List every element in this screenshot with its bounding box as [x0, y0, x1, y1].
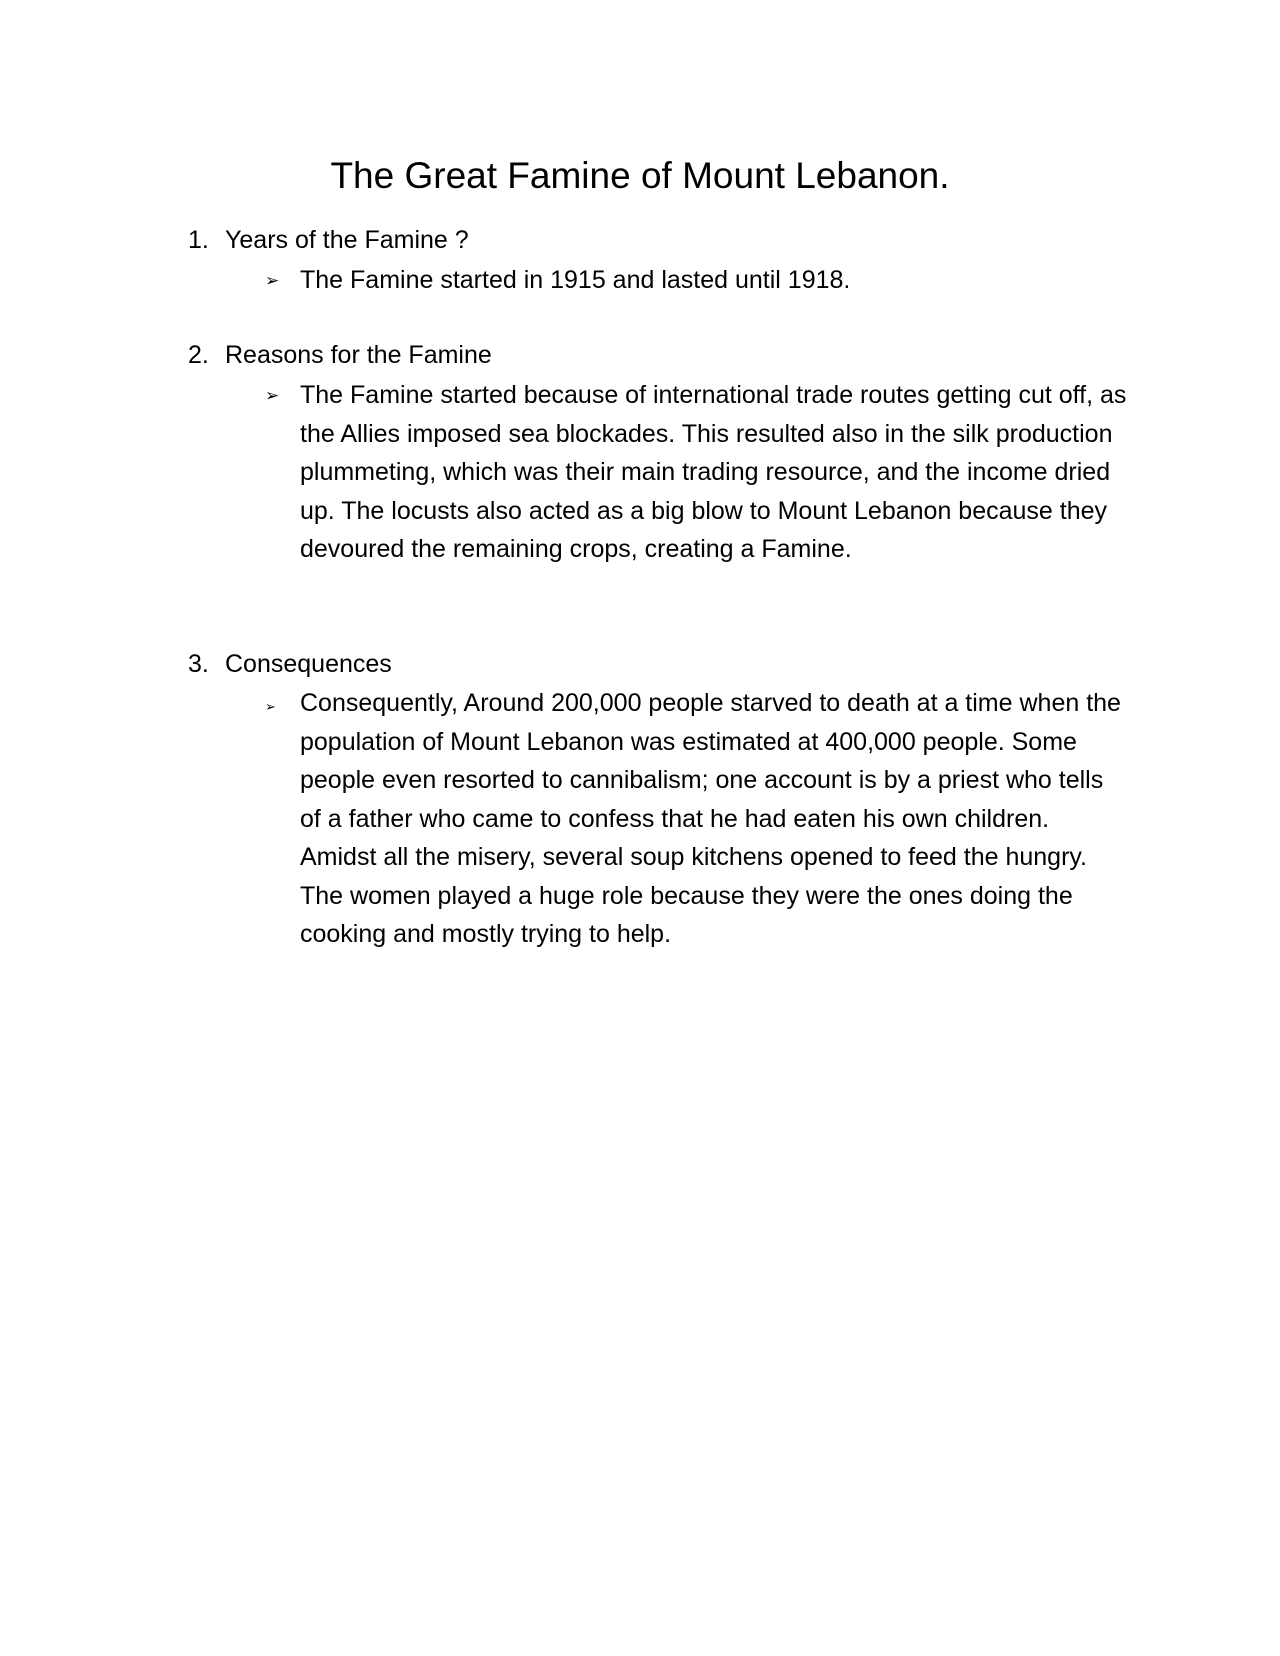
heading-label: Years of the Famine ?	[225, 226, 469, 254]
list-number: 1.	[188, 226, 209, 254]
list-item-text: Consequently, Around 200,000 people starved to death at a time when the population of Mount Lebanon was estimated at 400,000 people. Some people even resorted to cannibalism; one account is by a priest who tells of a father who came to confess that he had eaten his own children. Amidst all the misery, several soup kitchens opened to feed the hungry. The women played a huge role because they were the ones doing the cooking and mostly trying to help.	[300, 689, 1121, 948]
list-item-text: The Famine started because of international trade routes getting cut off, as the Allies imposed sea blockades. This resulted also in the silk production plummeting, which was their main trading resource, and the income dried up. The locusts also acted as a big blow to Mount Lebanon because they devoured the remaining crops, creating a Famine.	[300, 381, 1127, 563]
list-heading-consequences	[188, 647, 392, 681]
list-item-text: The Famine started in 1915 and lasted until 1918.	[300, 266, 851, 294]
list-heading-years	[188, 223, 469, 257]
list-number: 3.	[188, 650, 209, 678]
arrowhead-bullet-icon: ➢	[265, 271, 280, 290]
list-heading-reasons	[188, 338, 492, 372]
page-title: The Great Famine of Mount Lebanon.	[330, 155, 950, 196]
heading-label: Reasons for the Famine	[225, 341, 492, 369]
arrowhead-bullet-icon: ➢	[265, 386, 280, 405]
heading-label: Consequences	[225, 650, 392, 678]
arrowhead-bullet-icon: ➢	[265, 699, 276, 714]
list-number: 2.	[188, 341, 209, 369]
